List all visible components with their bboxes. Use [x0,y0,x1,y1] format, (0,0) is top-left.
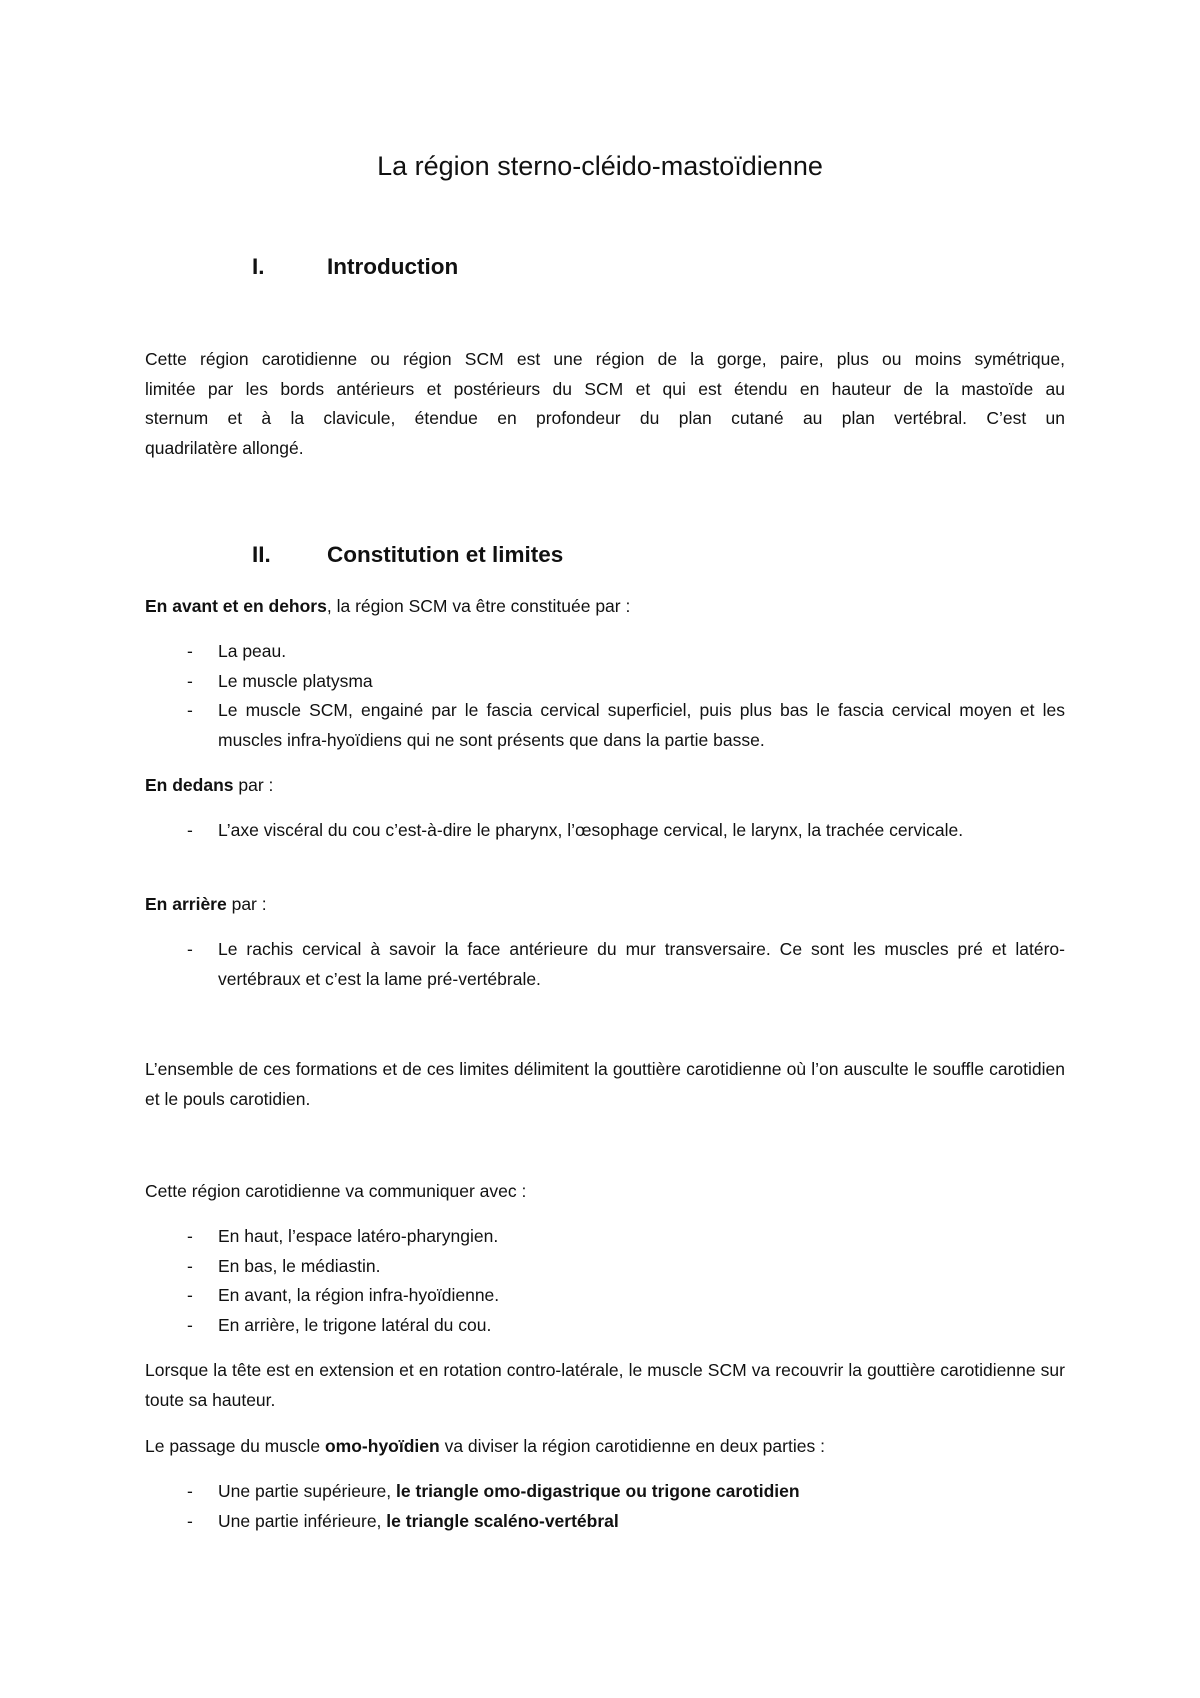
list-marker: - [187,1510,193,1531]
dedans-text: par : [233,775,274,795]
list-marker: - [187,700,193,720]
list-item-text: En avant, la région infra-hyoïdienne. [218,1285,500,1305]
list-marker: - [187,820,193,840]
passage-paragraph [145,1432,1065,1462]
list-item [145,667,1065,697]
document-title: La région sterno-cléido-mastoïdienne [377,151,823,181]
intro-line: sternum et à la clavicule, étendue en profondeur du plan cutané au plan vertébral. C’est un [145,408,1065,428]
list-item-bold: le triangle scaléno-vertébral [386,1510,619,1531]
intro-paragraph [145,345,1065,463]
list-marker: - [187,641,193,661]
list-item-text: En bas, le médiastin. [218,1255,381,1276]
list-marker: - [187,1481,193,1501]
intro-line: limitée par les bords antérieurs et postérieurs du SCM et qui est étendu en hauteur de la mastoïde au [145,378,1065,399]
section-heading-introduction [252,251,458,283]
list-item-text: L’axe viscéral du cou c’est-à-dire le pharynx, l’œsophage cervical, le larynx, la trachée cervicale. [218,820,964,840]
list-item-text: En haut, l’espace latéro-pharyngien. [218,1226,499,1246]
list-item [145,1507,1065,1537]
list-item-bold: le triangle omo-digastrique ou trigone carotidien [396,1481,800,1501]
list-marker: - [187,670,193,691]
intro-line: quadrilatère allongé. [145,437,304,458]
avant-list [145,637,1065,755]
avant-text: , la région SCM va être constituée par : [326,596,631,616]
list-item-text: Le muscle SCM, engainé par le fascia cervical superficiel, puis plus bas le fascia cervical moyen et les muscles infra-hyoïdiens qui ne sont présents que dans la partie basse. [218,700,1065,750]
avant-label: En avant et en dehors [145,596,327,616]
arriere-intro [145,890,1065,920]
list-item-text: Le rachis cervical à savoir la face antérieure du mur transversaire. Ce sont les muscles pré et latéro-vertébraux et c’est la lame pré-vertébrale. [218,939,1065,989]
list-item-text: Le muscle platysma [218,670,373,691]
list-item [145,1281,1065,1311]
list-item [145,696,1065,755]
list-item [145,935,1065,994]
arriere-list [145,935,1065,994]
list-item [145,1477,1065,1507]
list-marker: - [187,939,193,959]
arriere-label: En arrière [145,894,227,914]
dedans-intro [145,771,1065,801]
ensemble-paragraph: L’ensemble de ces formations et de ces limites délimitent la gouttière carotidienne où l’on ausculte le souffle carotidien et le pouls carotidien. [145,1059,1065,1109]
list-item-text: En arrière, le trigone latéral du cou. [218,1314,492,1335]
list-marker: - [187,1255,193,1276]
dedans-list [145,816,1065,846]
intro-line: Cette région carotidienne ou région SCM est une région de la gorge, paire, plus ou moins symétrique, [145,349,1065,369]
passage-text-before: Le passage du muscle [145,1436,325,1456]
list-item [145,1252,1065,1282]
list-item-text: Une partie inférieure, [218,1510,387,1531]
section-title: Constitution et limites [327,542,564,567]
list-item [145,637,1065,667]
list-marker: - [187,1314,193,1335]
section-number: II. [252,542,271,567]
passage-muscle: omo-hyoïdien [324,1436,440,1456]
list-marker: - [187,1285,193,1305]
avant-intro [145,592,1065,622]
list-item [145,816,1065,846]
passage-list [145,1477,1065,1536]
passage-text-after: va diviser la région carotidienne en deux parties : [439,1436,825,1456]
section-number: I. [252,254,265,279]
dedans-label: En dedans [145,775,234,795]
list-item-text: La peau. [218,641,287,661]
communique-list [145,1222,1065,1340]
section-heading-constitution [252,539,563,571]
arriere-text: par : [226,894,267,914]
rotation-paragraph: Lorsque la tête est en extension et en rotation contro-latérale, le muscle SCM va recouvrir la gouttière carotidienne sur toute sa hauteur. [145,1360,1065,1410]
list-item-text: Une partie supérieure, [218,1481,397,1501]
list-marker: - [187,1226,193,1246]
list-item [145,1222,1065,1252]
list-item [145,1311,1065,1341]
communique-intro: Cette région carotidienne va communiquer avec : [145,1181,527,1201]
section-title: Introduction [327,254,459,279]
